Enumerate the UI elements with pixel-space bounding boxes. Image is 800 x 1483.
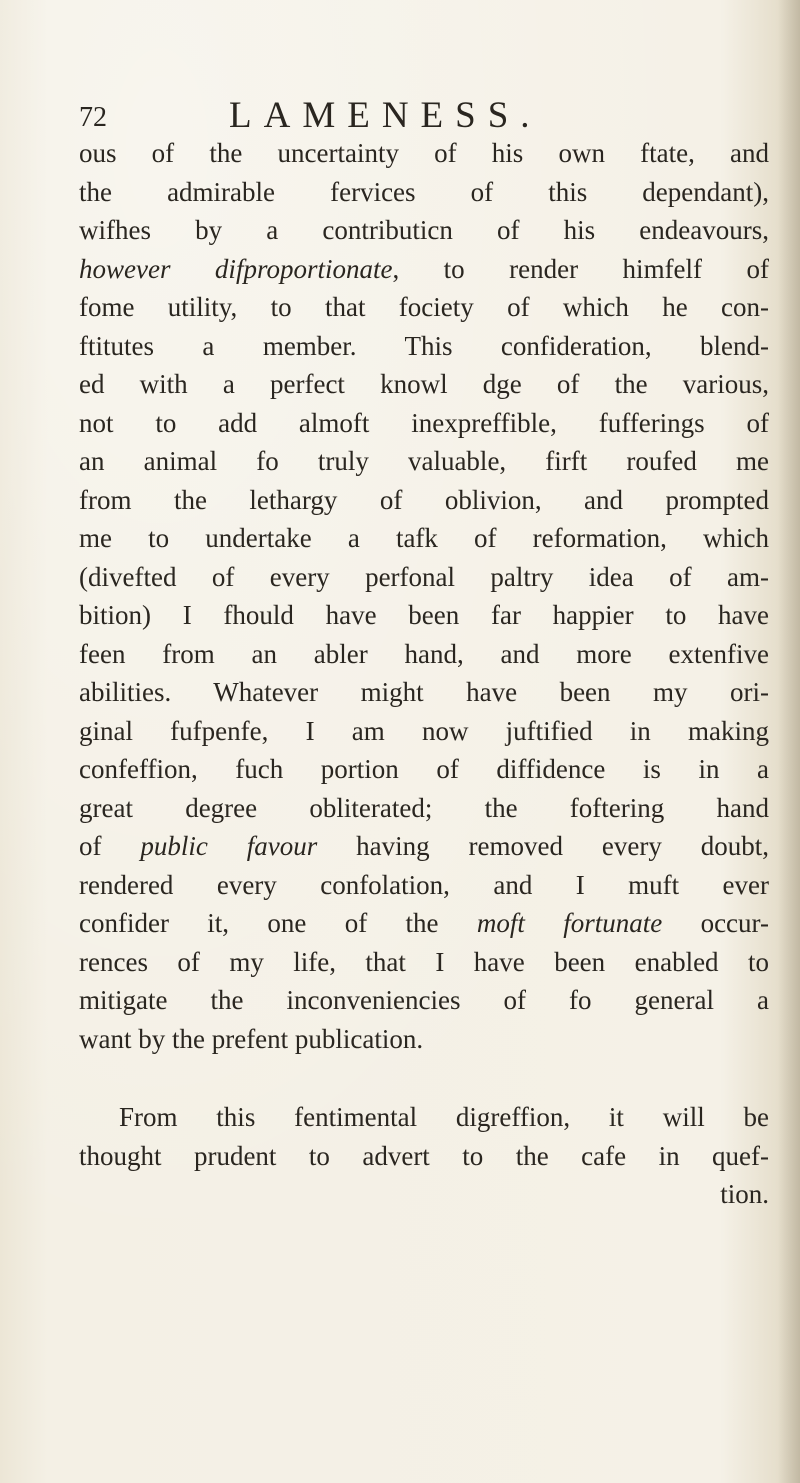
text-line: not to add almoft inexpreffible, fufferings of (79, 407, 769, 438)
text-line: From this fentimental digreffion, it will be (119, 1102, 769, 1132)
text-line (79, 904, 769, 943)
text-line (79, 827, 769, 866)
italic-run: moft fortunate (476, 908, 663, 938)
text-line: ous of the uncertainty of his own ftate, and (79, 138, 769, 168)
text-line: great degree obliterated; the foftering hand (79, 792, 769, 823)
text-run: , to render himfelf of (392, 253, 769, 284)
running-title: LAMENESS. (229, 95, 542, 136)
text-run: of (79, 831, 141, 861)
text-run: having removed every doubt, (317, 831, 769, 861)
text-run: occur- (662, 908, 769, 938)
text-line: wifhes by a contributicn of his endeavours, (79, 215, 769, 245)
text-line: tion. (720, 1179, 769, 1209)
paragraph-2 (79, 1098, 769, 1214)
page-edge-shadow (778, 0, 800, 1483)
text-run: confider it, one of the (79, 908, 477, 938)
body-text (79, 134, 769, 1214)
text-line: rendered every confolation, and I muft ever (79, 869, 769, 900)
page-number: 72 (79, 102, 107, 133)
text-line: confeffion, fuch portion of diffidence is in a (79, 754, 769, 784)
text-line: (divefted of every perfonal paltry idea of am- (79, 561, 769, 592)
text-line: want by the prefent publication. (79, 1023, 424, 1054)
text-line (79, 250, 769, 289)
text-line: me to undertake a tafk of reformation, which (79, 523, 769, 553)
text-line: abilities. Whatever might have been my ori- (79, 677, 769, 707)
text-line: the admirable fervices of this dependant), (79, 176, 769, 207)
italic-run: however difproportionate (79, 253, 393, 284)
text-line: ginal fufpenfe, I am now juftified in making (79, 715, 769, 746)
text-line: mitigate the inconveniencies of fo general a (79, 985, 769, 1015)
text-line: feen from an abler hand, and more extenfive (79, 638, 769, 669)
text-line: fome utility, to that fociety of which he con- (79, 292, 769, 322)
paragraph-gap (79, 1058, 769, 1098)
text-line: ftitutes a member. This confideration, blend- (79, 330, 769, 361)
italic-run: public favour (140, 831, 318, 861)
text-line: from the lethargy of oblivion, and prompted (79, 484, 769, 515)
text-line: rences of my life, that I have been enabled to (79, 946, 769, 977)
text-line: thought prudent to advert to the cafe in quef- (79, 1140, 769, 1171)
text-line: ed with a perfect knowl dge of the various, (79, 369, 769, 399)
text-line: bition) I fhould have been far happier to have (79, 600, 769, 630)
paragraph-1 (79, 134, 769, 1058)
text-line: an animal fo truly valuable, firft roufed me (79, 446, 769, 476)
